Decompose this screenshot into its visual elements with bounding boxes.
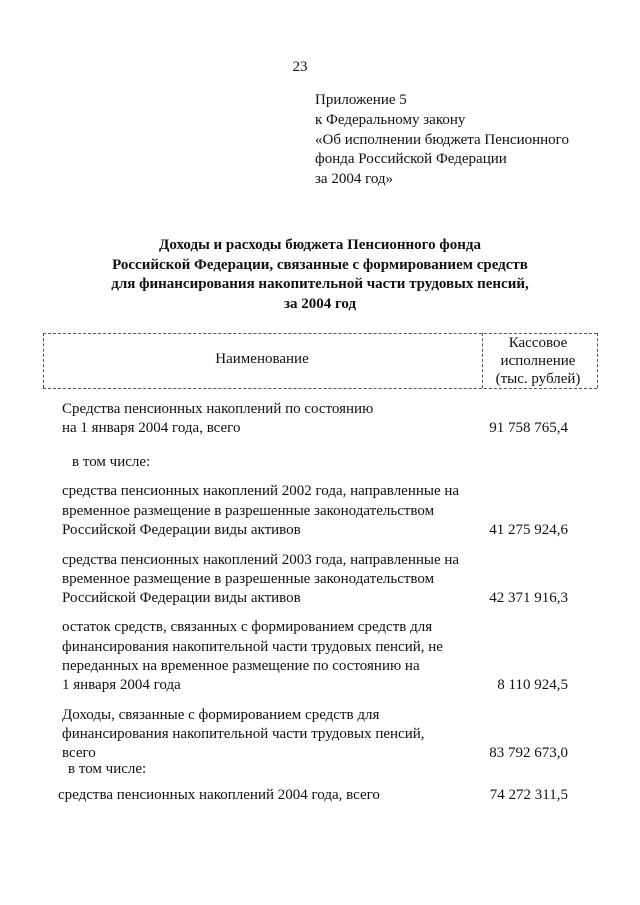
row-name-line: Доходы, связанные с формированием средств для [62, 707, 380, 723]
row-value: 41 275 924,6 [489, 522, 568, 538]
appendix-line: за 2004 год» [315, 171, 394, 187]
row-name-line: временное размещение в разрешенные законодательством [62, 571, 435, 587]
row-value: 91 758 765,4 [489, 420, 568, 436]
table-right-border [597, 333, 598, 388]
row-value: 8 110 924,5 [497, 677, 568, 693]
header-amount-line: (тыс. рублей) [495, 371, 581, 387]
row-name-line: Российской Федерации виды активов [62, 522, 301, 538]
title-line: Доходы и расходы бюджета Пенсионного фонда [159, 237, 481, 253]
row-value: 74 272 311,5 [489, 787, 568, 803]
row-value: 83 792 673,0 [489, 745, 568, 761]
table-left-border [43, 333, 44, 388]
row-name-line: 1 января 2004 года [62, 677, 181, 693]
row-name-line: в том числе: [72, 454, 151, 470]
row-name-line: Российской Федерации виды активов [62, 590, 301, 606]
row-name-line: средства пенсионных накоплений 2003 года, направленные на [62, 552, 460, 568]
table-column-divider [482, 333, 483, 388]
header-amount-line: Кассовое [508, 335, 568, 351]
row-name-line: финансирования накопительной части трудовых пенсий, не [62, 639, 443, 655]
row-name-line: переданных на временное размещение по состоянию на [62, 658, 420, 674]
appendix-line: «Об исполнении бюджета Пенсионного [315, 132, 569, 148]
row-name-line: в том числе: [68, 761, 147, 777]
appendix-line: фонда Российской Федерации [315, 151, 507, 167]
header-amount-line: исполнение [500, 353, 576, 369]
header-name: Наименование [215, 351, 309, 367]
row-name-line: финансирования накопительной части трудовых пенсий, [62, 726, 425, 742]
row-name-line: средства пенсионных накоплений 2004 года, всего [58, 787, 380, 803]
page-number: 23 [292, 59, 308, 75]
title-line: за 2004 год [283, 296, 357, 312]
row-name-line: Средства пенсионных накоплений по состоянию [62, 401, 374, 417]
row-name-line: на 1 января 2004 года, всего [62, 420, 241, 436]
appendix-line: Приложение 5 [315, 92, 407, 108]
row-name-line: средства пенсионных накоплений 2002 года, направленные на [62, 483, 460, 499]
appendix-line: к Федеральному закону [315, 112, 466, 128]
title-line: для финансирования накопительной части трудовых пенсий, [111, 276, 529, 292]
row-name-line: остаток средств, связанных с формированием средств для [62, 619, 433, 635]
row-value: 42 371 916,3 [489, 590, 568, 606]
row-name-line: всего [62, 745, 96, 761]
title-line: Российской Федерации, связанные с формированием средств [112, 257, 528, 273]
row-name-line: временное размещение в разрешенные законодательством [62, 503, 435, 519]
